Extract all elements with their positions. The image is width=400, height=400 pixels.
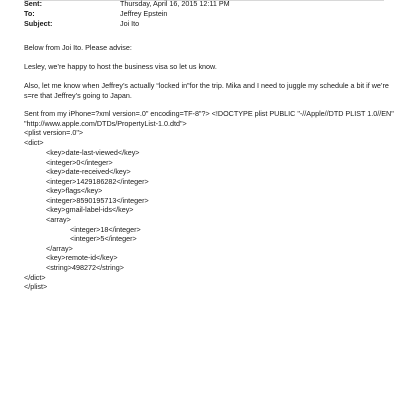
plist-array-item-2: <integer>5</integer> (70, 234, 137, 243)
plist-key-gmail-label-ids: <key>gmail-label-ids</key> (46, 205, 134, 214)
sent-value: Thursday, April 16, 2015 12:11 PM (120, 0, 230, 8)
body-line-lesley: Lesley, we’re happy to host the business visa so let us know. (24, 62, 217, 71)
plist-value-date-last-viewed: <integer>0</integer> (46, 158, 113, 167)
subject-label: Subject: (24, 19, 53, 28)
body-line-also-2: s=re that Jeffrey’s going to Japan. (24, 91, 132, 100)
subject-value: Joi Ito (120, 19, 140, 28)
sent-label: Sent: (24, 0, 42, 8)
to-value: Jeffrey Epstein (120, 9, 168, 18)
dict-close: </dict> (24, 273, 46, 282)
plist-array-close: </array> (46, 244, 73, 253)
subject-row (24, 20, 139, 29)
plist-array-open: <array> (46, 215, 71, 224)
body-line-sent-from-1: Sent from my iPhone=?xml version=.0" encoding=TF-8"?> <!DOCTYPE plist PUBLIC "-//Apple//DTD PLIST 1.0//EN" (24, 109, 394, 118)
plist-value-date-received: <integer>1429186282</integer> (46, 177, 149, 186)
to-row (24, 10, 167, 19)
plist-key-remote-id: <key>remote-id</key> (46, 253, 118, 262)
body-line-also-1: Also, let me know when Jeffrey’s actually “locked in”for the trip. Mika and I need to juggle my schedule a bit if we’re (24, 81, 389, 90)
plist-value-flags: <integer>8590195713</integer> (46, 196, 149, 205)
plist-key-flags: <key>flags</key> (46, 186, 103, 195)
plist-array-item-1: <integer>18</integer> (70, 225, 141, 234)
body-line-intro: Below from Joi Ito. Please advise: (24, 43, 132, 52)
plist-close: </plist> (24, 282, 48, 291)
plist-key-date-received: <key>date-received</key> (46, 167, 131, 176)
plist-value-remote-id: <string>498272</string> (46, 263, 124, 272)
to-label: To: (24, 9, 35, 18)
body-line-sent-from-2: "http://www.apple.com/DTDs/PropertyList-1.0.dtd"> (24, 119, 187, 128)
dict-open: <dict> (24, 138, 44, 147)
plist-open: <plist version=.0"> (24, 128, 84, 137)
sent-row (24, 0, 230, 9)
plist-key-date-last-viewed: <key>date-last-viewed</key> (46, 148, 140, 157)
